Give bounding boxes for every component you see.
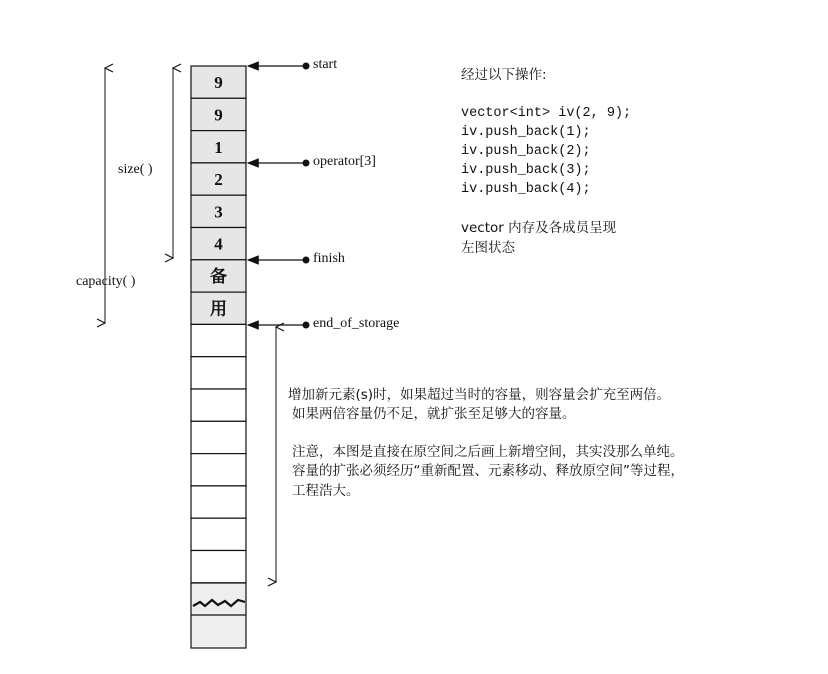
- code-line: vector<int> iv(2, 9);: [461, 106, 632, 121]
- size-label: size( ): [118, 162, 153, 177]
- code-line: iv.push_back(4);: [461, 182, 591, 197]
- result-text: 左图状态: [461, 240, 515, 256]
- caution-note: 工程浩大。: [292, 483, 360, 499]
- empty-memory-cell: [191, 454, 246, 486]
- empty-memory-cell: [191, 357, 246, 389]
- code-line: iv.push_back(3);: [461, 163, 591, 178]
- empty-memory-cell: [191, 551, 246, 583]
- growth-note: 增加新元素(s)时，如果超过当时的容量，则容量会扩充至两倍。: [288, 387, 671, 403]
- result-text: vector 内存及各成员呈现: [461, 220, 617, 236]
- growth-note: 如果两倍容量仍不足，就扩张至足够大的容量。: [292, 406, 576, 422]
- pointer-finish: [248, 251, 345, 266]
- caution-note: 注意，本图是直接在原空间之后画上新增空间，其实没那么单纯。: [292, 444, 684, 460]
- cell-value: 4: [214, 234, 223, 254]
- cell-value: 9: [214, 73, 223, 93]
- code-line: iv.push_back(1);: [461, 125, 591, 140]
- empty-memory-cell: [191, 518, 246, 550]
- finish-label: finish: [313, 251, 345, 266]
- cell-value: 用: [210, 299, 227, 319]
- empty-memory-cell: [191, 421, 246, 453]
- empty-memory-cell: [191, 389, 246, 421]
- code-line: iv.push_back(2);: [461, 144, 591, 159]
- pointer-end-of-storage: [248, 316, 399, 331]
- empty-memory-cell: [191, 486, 246, 518]
- cell-value: 备: [210, 266, 227, 286]
- pointer-operator: [248, 154, 376, 169]
- pointer-start: [248, 57, 337, 72]
- operator-label: operator[3]: [313, 154, 376, 169]
- caution-note: 容量的扩张必须经历“重新配置、元素移动、释放原空间”等过程，: [292, 463, 684, 479]
- cell-value: 2: [214, 170, 223, 190]
- cell-value: 3: [214, 202, 223, 222]
- capacity-label: capacity( ): [76, 274, 136, 289]
- end-of-storage-label: end_of_storage: [313, 316, 400, 331]
- operations-heading: 经过以下操作:: [461, 67, 547, 83]
- start-label: start: [313, 57, 338, 72]
- cell-value: 9: [214, 105, 223, 125]
- cell-value: 1: [214, 137, 223, 157]
- empty-memory-cell: [191, 324, 246, 356]
